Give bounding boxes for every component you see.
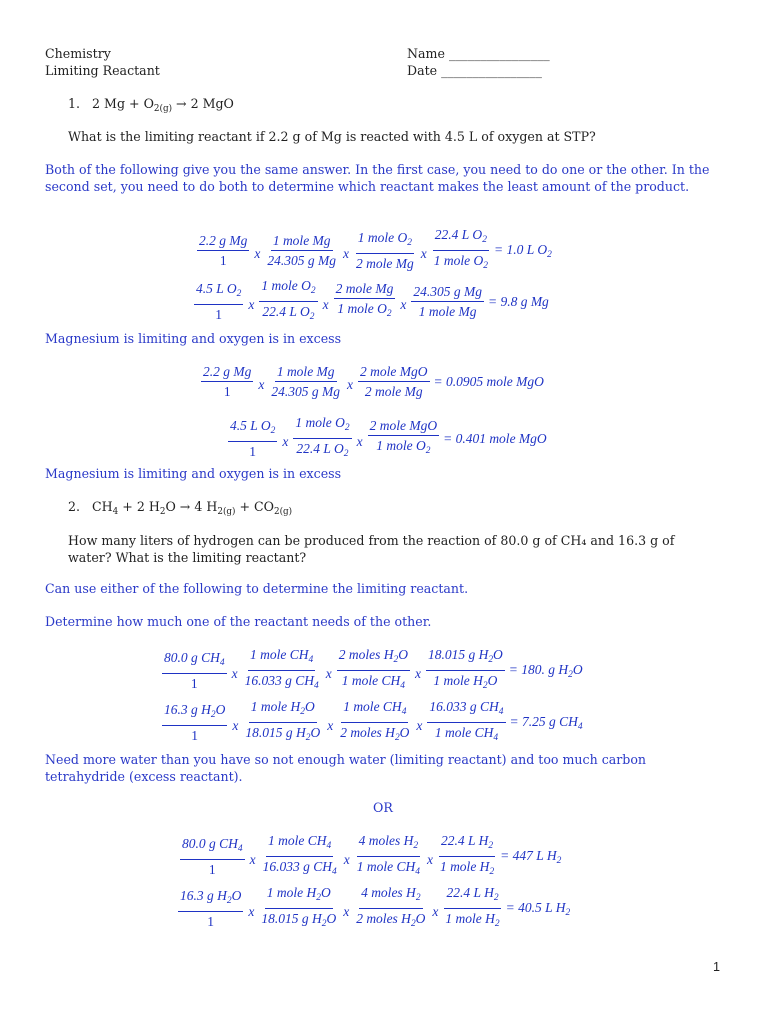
date-blank: ________________ (441, 63, 542, 78)
equation-8: $\frac{16.3 g H_2O}{1}$ x $\frac{1 mole H_2O}{18.015 g H_2O}$ x $\frac{4 moles H_2}{2 moles H_2O}$ x $\frac{22.4 L H_2}{1 mole H_2}$ = 40.5 L $H_2$ (180, 885, 571, 929)
problem1-number: 1. (68, 96, 81, 111)
subject-label: Chemistry (45, 46, 111, 61)
problem1-conclusion-b: Magnesium is limiting and oxygen is in excess (45, 466, 342, 481)
problem2-intro: Can use either of the following to determine the limiting reactant. (45, 581, 469, 596)
equation-6: $\frac{16.3 g H_2O}{1}$ x $\frac{1 mole H_2O}{18.015 g H_2O}$ x $\frac{1 mole CH_4}{2 moles H_2O}$ x $\frac{16.033 g CH_4}{1 mole CH_4}$ = 7.25 g $CH_4$ (164, 699, 583, 743)
problem2-number: 2. (68, 499, 81, 514)
problem1-question: What is the limiting reactant if 2.2 g of Mg is reacted with 4.5 L of oxygen at STP? (68, 129, 596, 144)
equation-3: $\frac{\text{2.2 g Mg}}{1}$ x $\frac{\text{1 mole Mg}}{\text{24.305 g Mg}}$ x $\frac{\text{2 mole MgO}}{\text{2 mole Mg}}$ = 0.0905 mole MgO (203, 364, 544, 399)
problem2-method: Determine how much one of the reactant needs of the other. (45, 614, 432, 629)
problem1-conclusion-a: Magnesium is limiting and oxygen is in excess (45, 331, 342, 346)
equation-7: $\frac{80.0 g CH_4}{1}$ x $\frac{1 mole CH_4}{16.033 g CH_4}$ x $\frac{4 moles H_2}{1 mole CH_4}$ x $\frac{22.4 L H_2}{1 mole H_2}$ = 447 L $H_2$ (182, 833, 562, 877)
name-label: Name (407, 46, 445, 61)
page-number: 1 (713, 960, 721, 974)
problem1-reaction: 1. 2 $Mg + O_{2(g)} \to 2$ MgO (68, 96, 234, 114)
date-field (407, 63, 542, 78)
name-blank: ________________ (448, 46, 550, 61)
equation-2: $\frac{4.5 L O_2}{1}$ x $\frac{1 mole O_2}{22.4 L O_2}$ x $\frac{\text{2 mole Mg}}{1 mole O_2}$ x $\frac{\text{24.305 g Mg}}{\text{1 mole Mg}}$ = 9.8 g Mg (196, 278, 549, 322)
problem1-explanation: Both of the following give you the same answer. In the first case, you need to do one or the other. In the second set, you need to do both to determine which reactant makes the least amount of the product. (45, 162, 710, 194)
problem2-question: How many liters of hydrogen can be produced from the reaction of 80.0 g of CH₄ and 16.3 g of water? What is the limiting reactant? (68, 533, 675, 565)
problem2-reaction: 2. $CH_4 + 2$ $H_2O \to 4$ $H_{2(g)} + CO_{2(g)}$ (68, 499, 293, 517)
equation-4: $\frac{4.5 L O_2}{1}$ x $\frac{1 mole O_2}{22.4 L O_2}$ x $\frac{\text{2 mole MgO}}{1 mole O_2}$ = 0.401 mole MgO (230, 415, 547, 459)
name-field (407, 46, 550, 61)
equation-5: $\frac{80.0 g CH_4}{1}$ x $\frac{1 mole CH_4}{16.033 g CH_4}$ x $\frac{2 moles H_2O}{1 mole CH_4}$ x $\frac{18.015 g H_2O}{1 mole H_2O}$ = 180. g $H_2O$ (164, 647, 583, 691)
topic-label: Limiting Reactant (45, 63, 160, 78)
date-label: Date (407, 63, 438, 78)
or-divider: OR (373, 800, 393, 815)
equation-1: $\frac{\text{2.2 g Mg}}{1}$ x $\frac{\text{1 mole Mg}}{\text{24.305 g Mg}}$ x $\frac{1 mole O_2}{\text{2 mole Mg}}$ x $\frac{22.4 L O_2}{1 mole O_2}$ = 1.0 L $O_2$ (199, 227, 552, 271)
problem2-conclusion: Need more water than you have so not enough water (limiting reactant) and too much carbon tetrahydride (excess reactant). (45, 752, 647, 784)
